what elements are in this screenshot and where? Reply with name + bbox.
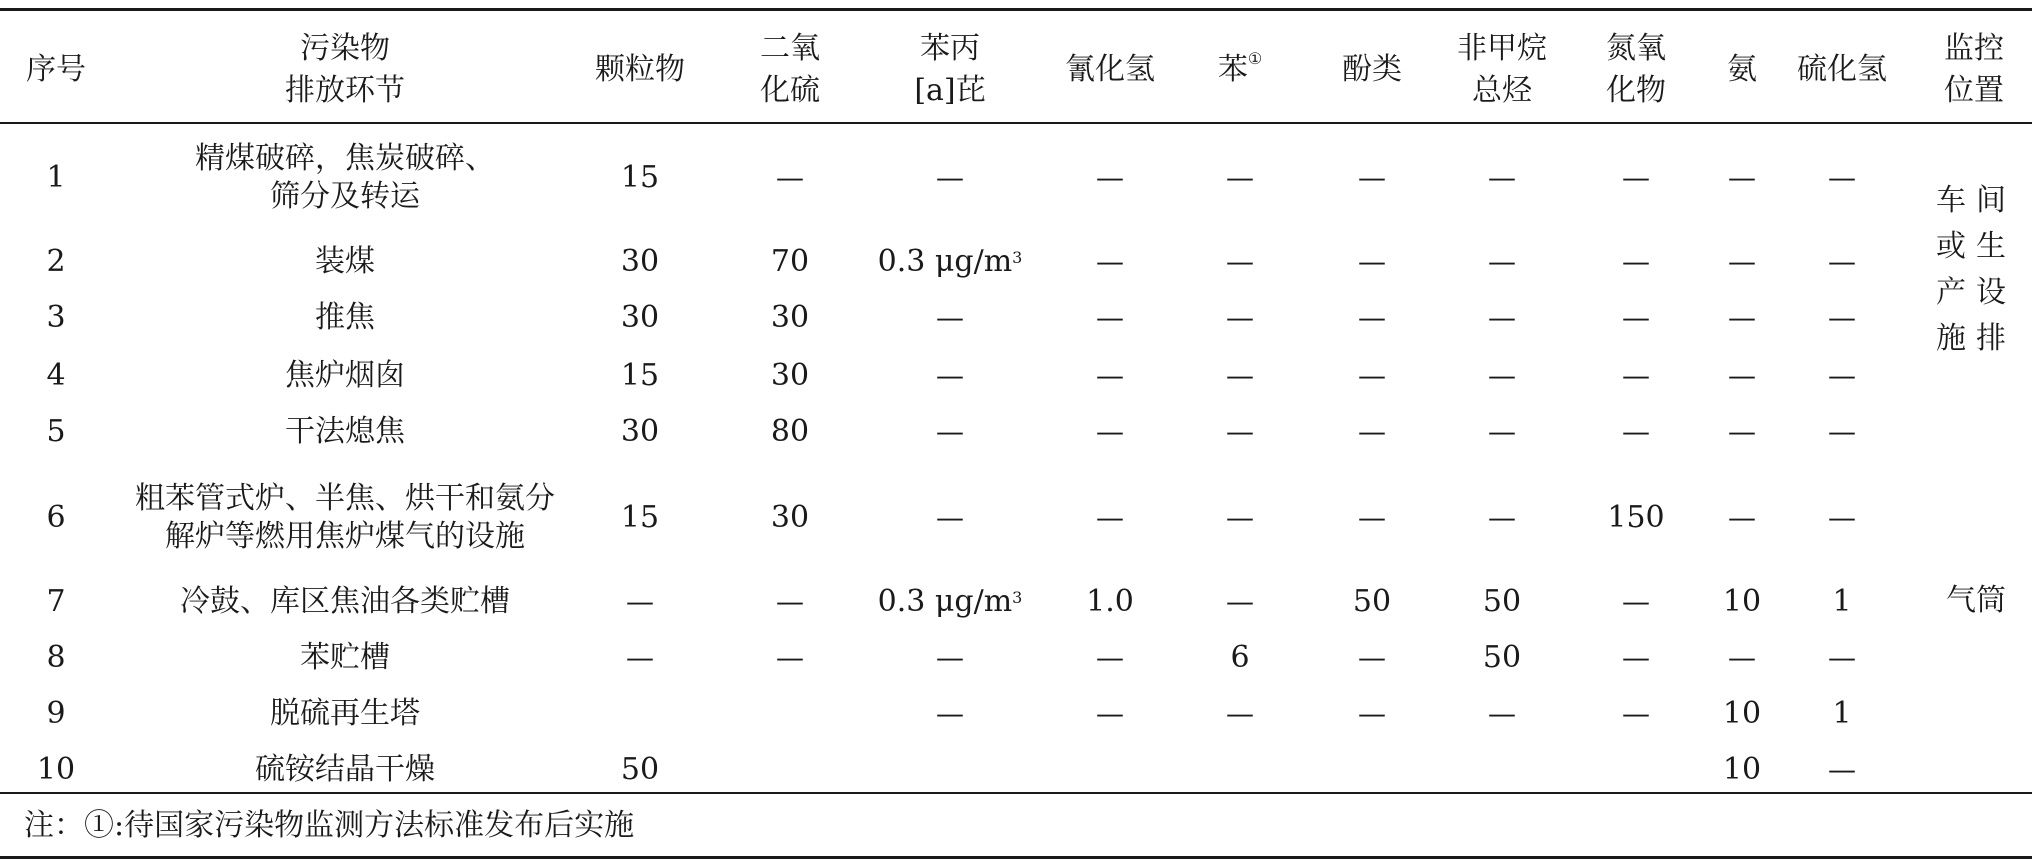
process-cell bbox=[110, 351, 580, 401]
row-number: 6 bbox=[46, 500, 66, 535]
process-cell bbox=[110, 143, 580, 213]
header-line: 序号 bbox=[26, 52, 86, 87]
header-line: 污染物 bbox=[300, 31, 390, 66]
value-cell: — bbox=[1828, 641, 1856, 674]
value-cell: — bbox=[936, 161, 964, 194]
value-cell: — bbox=[1226, 697, 1254, 730]
process-line: 冷鼓、库区焦油各类贮槽 bbox=[180, 584, 510, 619]
value-cell: — bbox=[1226, 585, 1254, 618]
value-cell: — bbox=[1728, 245, 1756, 278]
process-cell bbox=[110, 577, 580, 627]
value-cell: — bbox=[1096, 161, 1124, 194]
header-cell-6 bbox=[1190, 30, 1290, 110]
header-line: 酚类 bbox=[1342, 52, 1402, 87]
header-line: 非甲烷 bbox=[1457, 31, 1547, 66]
row-number: 4 bbox=[46, 358, 66, 393]
row-number: 10 bbox=[36, 752, 76, 787]
bottom-rule bbox=[0, 856, 2032, 859]
header-line: 化物 bbox=[1606, 73, 1666, 108]
header-cell-5 bbox=[1050, 30, 1170, 110]
value-cell: — bbox=[1728, 301, 1756, 334]
header-line: 总烃 bbox=[1472, 73, 1532, 108]
header-rule bbox=[0, 122, 2032, 124]
value-cell: 30 bbox=[770, 300, 810, 335]
value-cell: — bbox=[1096, 501, 1124, 534]
row-number: 9 bbox=[46, 696, 66, 731]
footnote: 注：①:待国家污染物监测方法标准发布后实施 bbox=[24, 808, 635, 843]
header-line: 排放环节 bbox=[285, 73, 405, 108]
value-cell: — bbox=[1226, 415, 1254, 448]
value-cell: — bbox=[1226, 301, 1254, 334]
value-cell: — bbox=[1226, 245, 1254, 278]
value-cell: 50 bbox=[1352, 584, 1392, 619]
value-cell: — bbox=[936, 415, 964, 448]
value-cell: — bbox=[1096, 415, 1124, 448]
value-cell: 10 bbox=[1722, 752, 1762, 787]
value-cell: — bbox=[1622, 301, 1650, 334]
header-line: 硫化氢 bbox=[1797, 52, 1887, 87]
header-line: 苯丙 bbox=[920, 31, 980, 66]
value-cell: — bbox=[1096, 697, 1124, 730]
value-cell: — bbox=[1488, 415, 1516, 448]
value-cell: — bbox=[1096, 641, 1124, 674]
value-cell: — bbox=[626, 585, 654, 618]
process-cell bbox=[110, 689, 580, 739]
process-cell bbox=[110, 407, 580, 457]
value-cell: — bbox=[1728, 415, 1756, 448]
value-cell: 30 bbox=[620, 300, 660, 335]
value-cell: — bbox=[1358, 301, 1386, 334]
value-cell: — bbox=[1622, 415, 1650, 448]
value-cell: — bbox=[1226, 161, 1254, 194]
value-cell: — bbox=[1226, 501, 1254, 534]
row-number: 8 bbox=[46, 640, 66, 675]
row-number: 1 bbox=[46, 160, 66, 195]
process-line: 硫铵结晶干燥 bbox=[255, 752, 435, 787]
header-cell-2 bbox=[580, 30, 700, 110]
value-cell: — bbox=[1622, 359, 1650, 392]
header-cell-11 bbox=[1782, 30, 1902, 110]
process-cell bbox=[110, 480, 580, 556]
top-rule bbox=[0, 8, 2032, 11]
value-cell: — bbox=[1488, 359, 1516, 392]
process-line: 推焦 bbox=[315, 300, 375, 335]
header-line: 颗粒物 bbox=[595, 52, 685, 87]
value-cell: 80 bbox=[770, 414, 810, 449]
value-cell: — bbox=[1728, 161, 1756, 194]
monitor-line: 车间 bbox=[1936, 183, 2016, 218]
value-cell: — bbox=[1488, 161, 1516, 194]
value-cell: — bbox=[936, 641, 964, 674]
monitor-location-group1 bbox=[1924, 170, 2028, 370]
value-cell: — bbox=[1488, 697, 1516, 730]
value-cell: — bbox=[1622, 697, 1650, 730]
value-cell: — bbox=[1488, 301, 1516, 334]
value-cell: — bbox=[936, 697, 964, 730]
value-cell: — bbox=[1488, 501, 1516, 534]
process-cell bbox=[110, 293, 580, 343]
value-cell: — bbox=[1828, 359, 1856, 392]
value-cell: — bbox=[1828, 501, 1856, 534]
header-line: [a]芘 bbox=[914, 73, 986, 108]
value-cell: 50 bbox=[1482, 584, 1522, 619]
value-cell: 15 bbox=[620, 160, 660, 195]
header-cell-8 bbox=[1442, 30, 1562, 110]
value-cell: — bbox=[1358, 501, 1386, 534]
header-cell-1 bbox=[110, 30, 580, 110]
value-cell: — bbox=[776, 161, 804, 194]
header-line: 位置 bbox=[1944, 73, 2004, 108]
value-cell: — bbox=[1358, 697, 1386, 730]
value-cell: — bbox=[776, 641, 804, 674]
value-cell: — bbox=[1488, 245, 1516, 278]
value-cell: — bbox=[1358, 415, 1386, 448]
value-cell: — bbox=[1622, 585, 1650, 618]
value-cell: 6 bbox=[1230, 640, 1250, 675]
value-cell: — bbox=[936, 301, 964, 334]
value-cell: 0.3 μg/m $^3$ bbox=[877, 244, 1023, 279]
value-cell: — bbox=[1096, 301, 1124, 334]
value-cell: — bbox=[1622, 161, 1650, 194]
row-number: 2 bbox=[46, 244, 66, 279]
value-cell: 1 bbox=[1832, 696, 1852, 731]
process-line: 精煤破碎，焦炭破碎、 bbox=[195, 141, 495, 176]
header-cell-4 bbox=[850, 30, 1050, 110]
value-cell: — bbox=[1358, 359, 1386, 392]
monitor-line: 或生 bbox=[1936, 229, 2016, 264]
value-cell: — bbox=[1358, 641, 1386, 674]
monitor-line: 产设 bbox=[1936, 275, 2016, 310]
process-line: 粗苯管式炉、半焦、烘干和氨分 bbox=[135, 481, 555, 516]
value-cell: — bbox=[1622, 641, 1650, 674]
monitor-line: 施排 bbox=[1936, 321, 2016, 356]
header-cell-10 bbox=[1702, 30, 1782, 110]
value-cell: 50 bbox=[620, 752, 660, 787]
value-cell: 1 bbox=[1832, 584, 1852, 619]
monitor-location-group2: 气筒 bbox=[1946, 583, 2006, 618]
value-cell: — bbox=[1828, 415, 1856, 448]
header-cell-9 bbox=[1576, 30, 1696, 110]
value-cell: — bbox=[1828, 161, 1856, 194]
value-cell: — bbox=[1096, 359, 1124, 392]
row-number: 3 bbox=[46, 300, 66, 335]
process-line: 苯贮槽 bbox=[300, 640, 390, 675]
value-cell: — bbox=[776, 585, 804, 618]
value-cell: 10 bbox=[1722, 584, 1762, 619]
process-line: 筛分及转运 bbox=[270, 179, 420, 214]
value-cell: 15 bbox=[620, 500, 660, 535]
value-cell: — bbox=[1358, 161, 1386, 194]
value-cell: 30 bbox=[770, 500, 810, 535]
process-cell bbox=[110, 237, 580, 287]
value-cell: — bbox=[1096, 245, 1124, 278]
header-cell-12 bbox=[1924, 30, 2024, 110]
value-cell: 70 bbox=[770, 244, 810, 279]
process-line: 解炉等燃用焦炉煤气的设施 bbox=[165, 519, 525, 554]
header-cell-3 bbox=[730, 30, 850, 110]
value-cell: — bbox=[1728, 641, 1756, 674]
process-cell bbox=[110, 633, 580, 683]
value-cell: — bbox=[936, 501, 964, 534]
value-cell: — bbox=[626, 641, 654, 674]
header-line: 氰化氢 bbox=[1065, 52, 1155, 87]
header-line: 氮氧 bbox=[1606, 31, 1666, 66]
header-line: 二氧 bbox=[760, 31, 820, 66]
value-cell: 0.3 μg/m $^3$ bbox=[877, 584, 1023, 619]
process-line: 装煤 bbox=[315, 244, 375, 279]
value-cell: 15 bbox=[620, 358, 660, 393]
value-cell: 150 bbox=[1607, 500, 1665, 535]
header-line: 监控 bbox=[1944, 31, 2004, 66]
process-line: 干法熄焦 bbox=[285, 414, 405, 449]
row-number: 7 bbox=[46, 584, 66, 619]
value-cell: 30 bbox=[770, 358, 810, 393]
header-line: 苯① bbox=[1217, 49, 1263, 87]
header-line: 化硫 bbox=[760, 73, 820, 108]
value-cell: 30 bbox=[620, 244, 660, 279]
process-line: 焦炉烟囱 bbox=[285, 358, 405, 393]
value-cell: — bbox=[1828, 245, 1856, 278]
header-cell-7 bbox=[1317, 30, 1427, 110]
value-cell: — bbox=[1728, 501, 1756, 534]
value-cell: — bbox=[1828, 301, 1856, 334]
value-cell: 30 bbox=[620, 414, 660, 449]
row-number: 5 bbox=[46, 414, 66, 449]
value-cell: — bbox=[1828, 753, 1856, 786]
header-line: 氨 bbox=[1727, 52, 1757, 87]
value-cell: — bbox=[1226, 359, 1254, 392]
value-cell: — bbox=[1728, 359, 1756, 392]
header-cell-0 bbox=[6, 30, 106, 110]
value-cell: — bbox=[936, 359, 964, 392]
value-cell: 50 bbox=[1482, 640, 1522, 675]
value-cell: — bbox=[1358, 245, 1386, 278]
process-cell bbox=[110, 745, 580, 795]
value-cell: 1.0 bbox=[1086, 584, 1134, 619]
value-cell: — bbox=[1622, 245, 1650, 278]
process-line: 脱硫再生塔 bbox=[270, 696, 420, 731]
value-cell: 10 bbox=[1722, 696, 1762, 731]
